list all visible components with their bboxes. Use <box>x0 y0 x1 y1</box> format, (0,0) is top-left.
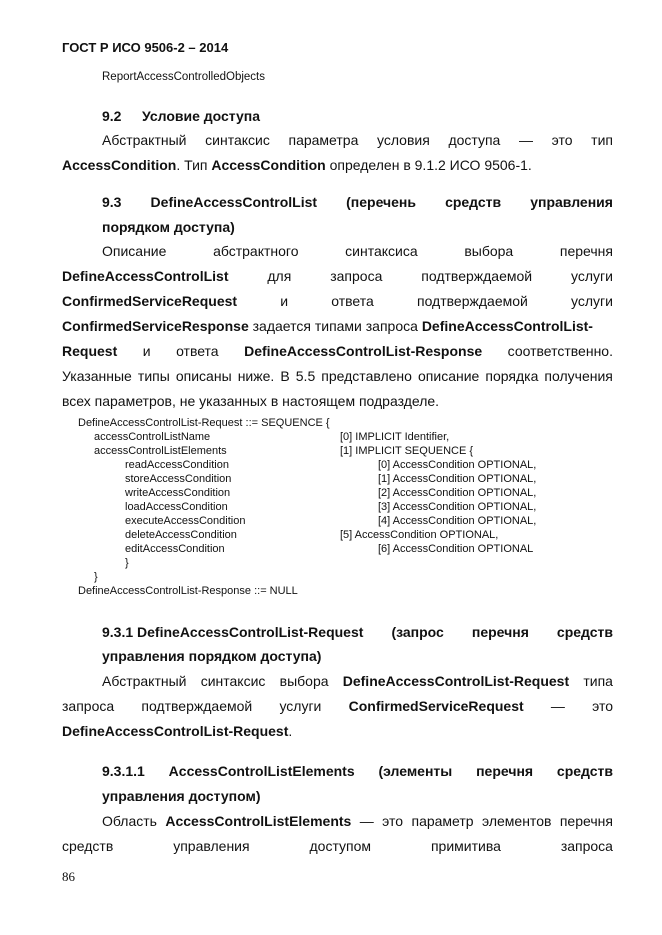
term: ConfirmedServiceResponse <box>62 318 249 334</box>
s93-line-2 <box>62 268 613 284</box>
word: ответа <box>176 343 219 359</box>
code-field: accessControlListElements <box>94 445 227 457</box>
word: примитива <box>430 838 501 854</box>
code-field: loadAccessCondition <box>125 501 228 513</box>
word: подтверждаемой <box>417 293 528 309</box>
word: средств <box>445 194 502 210</box>
word: перечня <box>559 243 613 259</box>
word: перечня <box>471 624 529 640</box>
section-9-3-1-heading-cont: управления порядком доступа) <box>102 648 322 664</box>
word: это <box>382 813 404 829</box>
code-type: [3] AccessCondition OPTIONAL, <box>378 501 537 513</box>
s93-line-7: всех параметров, не указанных в настоящем подразделе. <box>62 393 440 409</box>
s93-line-4 <box>62 318 593 334</box>
word: — <box>518 132 533 148</box>
word: управления <box>530 194 613 210</box>
word: синтаксис <box>200 673 266 689</box>
code-type: [0] IMPLICIT Identifier, <box>340 431 450 443</box>
word: услуги <box>571 293 613 309</box>
code-brace: } <box>125 557 129 569</box>
word: управления <box>173 838 250 854</box>
code-field: accessControlListName <box>94 431 211 443</box>
word: получения <box>544 368 613 384</box>
code-field: deleteAccessCondition <box>125 529 237 541</box>
section-9-2-title: Условие доступа <box>142 108 261 124</box>
text: . Тип <box>176 157 212 173</box>
word: синтаксис <box>205 132 270 148</box>
word: 5.5 <box>295 368 316 384</box>
word: это <box>551 132 573 148</box>
term: DefineAccessControlList <box>62 268 229 284</box>
section-9-3-heading-cont: порядком доступа) <box>102 219 235 235</box>
text: определен в 9.1.2 ИСО 9506-1. <box>325 157 532 173</box>
code-type: [0] AccessCondition OPTIONAL, <box>378 459 537 471</box>
code-field: editAccessCondition <box>125 543 225 555</box>
word: абстрактного <box>213 243 299 259</box>
word: доступом <box>309 838 372 854</box>
word: представлено <box>321 368 412 384</box>
word: услуги <box>279 698 322 714</box>
word: Область <box>102 813 157 829</box>
s92-line-2 <box>62 157 532 173</box>
word: порядка <box>485 368 539 384</box>
code-type: [6] AccessCondition OPTIONAL <box>378 543 534 555</box>
word: и <box>142 343 151 359</box>
word: средств <box>556 763 613 779</box>
s93-line-5 <box>62 343 613 359</box>
word: соответственно. <box>507 343 613 359</box>
word: доступа <box>448 132 501 148</box>
word: (элементы <box>378 763 453 779</box>
word: выбора <box>279 673 329 689</box>
word: услуги <box>571 268 613 284</box>
code-field: writeAccessCondition <box>125 487 231 499</box>
word: подтверждаемой <box>141 698 253 714</box>
section-9-2-number: 9.2 <box>102 108 122 124</box>
word: средств <box>556 624 613 640</box>
term: DefineAccessControlList- <box>421 318 593 334</box>
term: AccessCondition <box>62 157 177 173</box>
word: В <box>280 368 290 384</box>
code-field: readAccessCondition <box>125 459 229 471</box>
term: ConfirmedServiceRequest <box>62 293 238 309</box>
section-9-3-heading <box>102 194 613 210</box>
code-line: DefineAccessControlList-Response ::= NULL <box>78 585 298 597</box>
document-header: ГОСТ Р ИСО 9506-2 – 2014 <box>62 40 229 55</box>
s931-line-2 <box>62 698 613 714</box>
text: задается типами запроса <box>248 318 422 334</box>
word: (перечень <box>346 194 416 210</box>
code-line: DefineAccessControlList-Request ::= SEQUENCE { <box>78 417 330 429</box>
code-type: [2] AccessCondition OPTIONAL, <box>378 487 537 499</box>
term: DefineAccessControlList-Request <box>62 723 289 739</box>
word: тип <box>591 132 613 148</box>
term: DefineAccessControlList-Response <box>244 343 483 359</box>
word: Абстрактный <box>102 673 187 689</box>
word: описаны <box>175 368 232 384</box>
word: — <box>359 813 374 829</box>
word: 9.3.1.1 <box>102 763 145 779</box>
word: параметра <box>288 132 359 148</box>
word: AccessControlListElements <box>168 763 355 779</box>
s9311-line-2 <box>62 838 613 854</box>
term: ConfirmedServiceRequest <box>348 698 524 714</box>
s931-line-3 <box>62 723 292 739</box>
term: AccessControlListElements <box>165 813 352 829</box>
word: типы <box>137 368 170 384</box>
word: (запрос <box>391 624 444 640</box>
word: ниже. <box>237 368 275 384</box>
word: элементов <box>482 813 552 829</box>
word: выбора <box>464 243 514 259</box>
s92-line-1 <box>102 132 613 148</box>
word: типа <box>583 673 613 689</box>
word: для <box>267 268 292 284</box>
word: DefineAccessControlList <box>150 194 318 210</box>
word: запроса <box>62 698 115 714</box>
word: условия <box>377 132 430 148</box>
word: синтаксиса <box>345 243 418 259</box>
section-9-3-1-1-heading-cont: управления доступом) <box>102 788 261 804</box>
term: DefineAccessControlList-Request <box>342 673 570 689</box>
code-brace: } <box>94 571 98 583</box>
word: перечня <box>559 813 613 829</box>
text: . <box>288 723 293 739</box>
page-number: 86 <box>62 869 75 884</box>
s9311-line-1 <box>102 813 613 829</box>
term: AccessCondition <box>211 157 326 173</box>
continuation-line: ReportAccessControlledObjects <box>102 71 265 83</box>
word: — <box>550 698 565 714</box>
code-type: [5] AccessCondition OPTIONAL, <box>340 529 499 541</box>
word: это <box>592 698 613 714</box>
code-field: executeAccessCondition <box>125 515 246 527</box>
section-9-3-1-1-heading <box>102 763 613 779</box>
word: описание <box>418 368 480 384</box>
word: перечня <box>476 763 534 779</box>
term: Request <box>62 343 118 359</box>
word: запроса <box>330 268 383 284</box>
word: 9.3 <box>102 194 122 210</box>
code-field: storeAccessCondition <box>125 473 232 485</box>
word: ответа <box>331 293 374 309</box>
word: подтверждаемой <box>421 268 533 284</box>
word: запроса <box>560 838 613 854</box>
word: средств <box>62 838 114 854</box>
s93-line-1 <box>102 243 613 259</box>
word: и <box>280 293 289 309</box>
s931-line-1 <box>102 673 613 689</box>
word: 9.3.1 DefineAccessControlList-Request <box>102 624 364 640</box>
code-type: [1] IMPLICIT SEQUENCE { <box>340 445 474 457</box>
code-type: [1] AccessCondition OPTIONAL, <box>378 473 537 485</box>
word: Абстрактный <box>102 132 187 148</box>
s93-line-6 <box>62 368 613 384</box>
code-type: [4] AccessCondition OPTIONAL, <box>378 515 537 527</box>
word: Описание <box>102 243 167 259</box>
word: Указанные <box>62 368 132 384</box>
s93-line-3 <box>62 293 613 309</box>
word: параметр <box>411 813 474 829</box>
section-9-3-1-heading <box>102 624 613 640</box>
